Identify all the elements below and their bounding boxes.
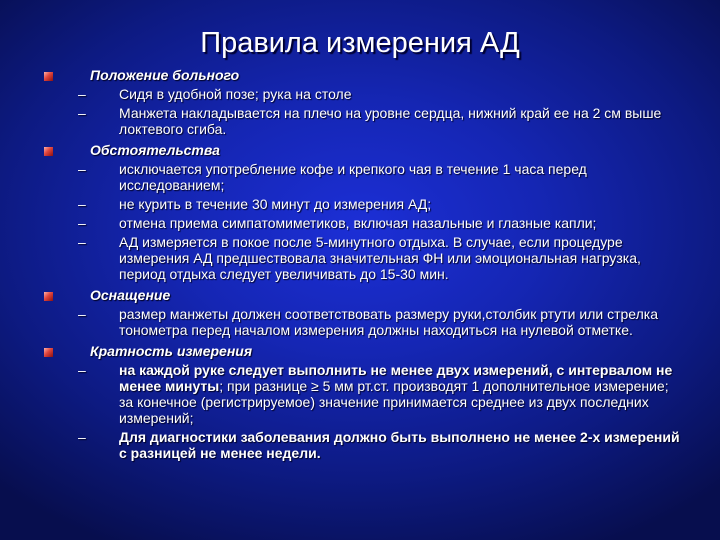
dash-bullet: –	[78, 429, 86, 445]
list-item	[40, 105, 680, 137]
red-square-bullet-icon	[44, 147, 53, 156]
red-square-bullet-icon	[44, 72, 53, 81]
section-heading	[40, 141, 680, 159]
list-item-text: Сидя в удобной позе; рука на столе	[119, 86, 352, 102]
list-item-bold-text: Для диагностики заболевания должно быть выполнено не менее 2-х измерений с разницей не менее недели.	[119, 429, 680, 461]
list-item-text: ; при разнице ≥ 5 мм рт.ст. производят 1 дополнительное измерение; за конечное (регистрируемое) значение принимается среднее из двух последних измерений;	[119, 378, 669, 426]
section-heading-text: Кратность измерения	[90, 343, 253, 359]
list-item	[40, 429, 680, 461]
list-item	[40, 215, 680, 231]
section-heading	[40, 342, 680, 360]
list-item-text: отмена приема симпатомиметиков, включая назальные и глазные капли;	[119, 215, 597, 231]
slide-title: Правила измерения АД	[200, 27, 520, 59]
section-heading-text: Оснащение	[90, 287, 171, 303]
list-item-text: не курить в течение 30 минут до измерения АД;	[119, 196, 432, 212]
list-item-bold-text: на каждой руке следует выполнить не менее двух измерений, с интервалом не менее минуты	[119, 362, 673, 394]
dash-bullet: –	[78, 86, 86, 102]
list-item-text: размер манжеты должен соответствовать размеру руки,столбик ртути или стрелка тонометра перед началом измерения должны находиться на нулевой отметке.	[119, 306, 658, 338]
section-heading-text: Обстоятельства	[90, 142, 220, 158]
slide-content	[40, 62, 680, 461]
dash-bullet: –	[78, 362, 86, 378]
list-item	[40, 362, 680, 426]
dash-bullet: –	[78, 306, 86, 322]
list-item	[40, 306, 680, 338]
dash-bullet: –	[78, 196, 86, 212]
list-item-text: АД измеряется в покое после 5-минутного отдыха. В случае, если процедуре измерения АД предшествовала значительная ФН или эмоциональная нагрузка, период отдыха следует увеличивать до 15-30 мин.	[119, 234, 641, 282]
red-square-bullet-icon	[44, 348, 53, 357]
list-item-text: Манжета накладывается на плечо на уровне сердца, нижний край ее на 2 см выше локтевого сгиба.	[119, 105, 662, 137]
list-item-text: исключается употребление кофе и крепкого чая в течение 1 часа перед исследованием;	[119, 161, 587, 193]
dash-bullet: –	[78, 105, 86, 121]
list-item	[40, 161, 680, 193]
list-item	[40, 86, 680, 102]
dash-bullet: –	[78, 161, 86, 177]
dash-bullet: –	[78, 215, 86, 231]
red-square-bullet-icon	[44, 292, 53, 301]
section-heading-text: Положение больного	[90, 67, 240, 83]
section-heading	[40, 66, 680, 84]
section-heading	[40, 286, 680, 304]
dash-bullet: –	[78, 234, 86, 250]
list-item	[40, 196, 680, 212]
list-item	[40, 234, 680, 282]
